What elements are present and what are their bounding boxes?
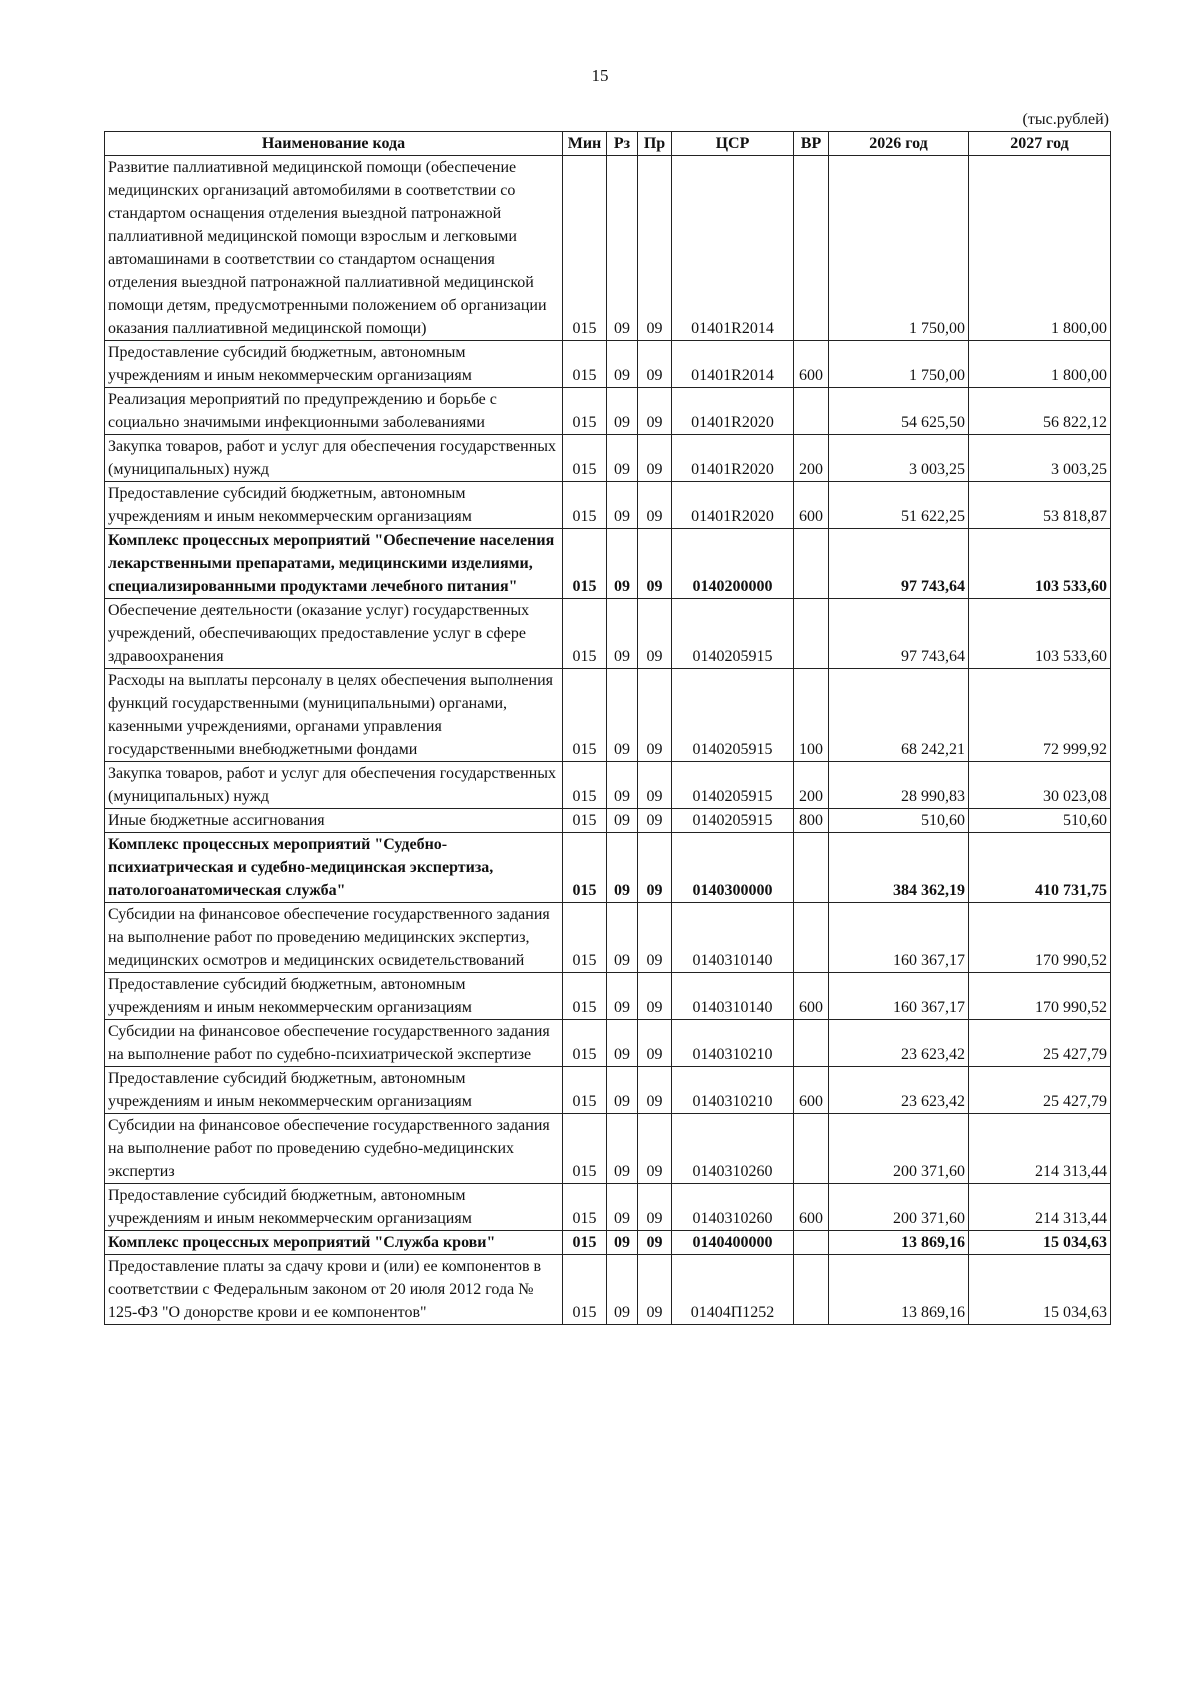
row-pr: 09 [638,973,672,1020]
row-pr: 09 [638,529,672,599]
row-rz: 09 [607,669,638,762]
row-2026: 54 625,50 [829,388,969,435]
row-2027: 170 990,52 [969,973,1111,1020]
row-min: 015 [563,599,607,669]
table-body [105,156,1111,1325]
row-rz: 09 [607,1231,638,1255]
table-row [105,809,1111,833]
row-pr: 09 [638,435,672,482]
row-2026: 1 750,00 [829,341,969,388]
row-2026: 97 743,64 [829,529,969,599]
row-name: Иные бюджетные ассигнования [105,809,563,833]
row-name: Развитие паллиативной медицинской помощи (обеспечение медицинских организаций автомобилями в соответствии со стандартом оснащения отделения выездной патронажной паллиативной медицинской помощи взрослым и легковыми автомашинами в соответствии со стандартом оснащения отделения выездной патронажной паллиативной медицинской помощи детям, предусмотренными положением об организации оказания паллиативной медицинской помощи) [105,156,563,341]
row-rz: 09 [607,341,638,388]
row-name: Предоставление субсидий бюджетным, автономным учреждениям и иным некоммерческим организациям [105,1067,563,1114]
row-2026: 160 367,17 [829,903,969,973]
row-name: Предоставление субсидий бюджетным, автономным учреждениям и иным некоммерческим организациям [105,973,563,1020]
row-rz: 09 [607,1114,638,1184]
table-row [105,1067,1111,1114]
row-min: 015 [563,529,607,599]
row-csr: 01404П1252 [672,1255,794,1325]
header-rz: Рз [607,132,638,156]
row-min: 015 [563,762,607,809]
row-pr: 09 [638,1255,672,1325]
row-name: Предоставление субсидий бюджетным, автономным учреждениям и иным некоммерческим организациям [105,341,563,388]
row-rz: 09 [607,599,638,669]
row-min: 015 [563,809,607,833]
row-name: Расходы на выплаты персоналу в целях обеспечения выполнения функций государственными (муниципальными) органами, казенными учреждениями, органами управления государственными внебюджетными фондами [105,669,563,762]
row-csr: 01401R2014 [672,156,794,341]
row-csr: 0140310140 [672,973,794,1020]
row-name: Субсидии на финансовое обеспечение государственного задания на выполнение работ по проведению судебно-медицинских экспертиз [105,1114,563,1184]
row-min: 015 [563,1184,607,1231]
row-2026: 1 750,00 [829,156,969,341]
row-vr: 800 [794,809,829,833]
row-2027: 510,60 [969,809,1111,833]
row-rz: 09 [607,1255,638,1325]
header-min: Мин [563,132,607,156]
row-2027: 3 003,25 [969,435,1111,482]
row-csr: 0140310210 [672,1067,794,1114]
row-2026: 28 990,83 [829,762,969,809]
row-2027: 103 533,60 [969,599,1111,669]
row-pr: 09 [638,1020,672,1067]
row-2027: 53 818,87 [969,482,1111,529]
table-row [105,341,1111,388]
row-vr: 600 [794,482,829,529]
row-vr: 200 [794,762,829,809]
row-min: 015 [563,388,607,435]
row-name: Закупка товаров, работ и услуг для обеспечения государственных (муниципальных) нужд [105,762,563,809]
row-name: Субсидии на финансовое обеспечение государственного задания на выполнение работ по судебно-психиатрической экспертизе [105,1020,563,1067]
row-vr [794,529,829,599]
row-csr: 0140200000 [672,529,794,599]
row-csr: 0140400000 [672,1231,794,1255]
units-label: (тыс.рублей) [1022,111,1109,128]
row-2027: 30 023,08 [969,762,1111,809]
row-min: 015 [563,669,607,762]
header-name: Наименование кода [105,132,563,156]
row-pr: 09 [638,1231,672,1255]
header-pr: Пр [638,132,672,156]
row-csr: 0140205915 [672,599,794,669]
table-row [105,1255,1111,1325]
row-2026: 13 869,16 [829,1255,969,1325]
row-min: 015 [563,156,607,341]
row-pr: 09 [638,903,672,973]
row-pr: 09 [638,669,672,762]
table-row [105,435,1111,482]
row-pr: 09 [638,388,672,435]
row-2027: 15 034,63 [969,1231,1111,1255]
row-min: 015 [563,1020,607,1067]
row-pr: 09 [638,482,672,529]
table-row [105,1114,1111,1184]
row-min: 015 [563,435,607,482]
row-min: 015 [563,1231,607,1255]
table-row [105,973,1111,1020]
row-csr: 0140205915 [672,809,794,833]
row-csr: 0140310260 [672,1114,794,1184]
row-csr: 0140310210 [672,1020,794,1067]
row-min: 015 [563,903,607,973]
row-2026: 13 869,16 [829,1231,969,1255]
row-vr: 600 [794,341,829,388]
row-vr: 600 [794,1184,829,1231]
row-csr: 01401R2020 [672,482,794,529]
table-row [105,669,1111,762]
budget-table [104,131,1111,1325]
row-2027: 15 034,63 [969,1255,1111,1325]
row-rz: 09 [607,1020,638,1067]
row-2026: 23 623,42 [829,1020,969,1067]
row-vr: 200 [794,435,829,482]
row-rz: 09 [607,1067,638,1114]
table-row [105,156,1111,341]
row-csr: 0140310260 [672,1184,794,1231]
row-min: 015 [563,973,607,1020]
row-name: Предоставление субсидий бюджетным, автономным учреждениям и иным некоммерческим организациям [105,482,563,529]
row-pr: 09 [638,1184,672,1231]
row-min: 015 [563,482,607,529]
row-pr: 09 [638,1114,672,1184]
row-name: Комплекс процессных мероприятий "Обеспечение населения лекарственными препаратами, медицинскими изделиями, специализированными продуктами лечебного питания" [105,529,563,599]
row-pr: 09 [638,599,672,669]
row-pr: 09 [638,809,672,833]
row-vr [794,599,829,669]
row-csr: 01401R2014 [672,341,794,388]
row-name: Обеспечение деятельности (оказание услуг) государственных учреждений, обеспечивающих предоставление услуг в сфере здравоохранения [105,599,563,669]
row-2027: 410 731,75 [969,833,1111,903]
row-2026: 51 622,25 [829,482,969,529]
table-row [105,599,1111,669]
row-2026: 68 242,21 [829,669,969,762]
row-vr [794,388,829,435]
row-vr: 100 [794,669,829,762]
table-row-section [105,1231,1111,1255]
row-2026: 200 371,60 [829,1184,969,1231]
table-row [105,762,1111,809]
table-row [105,1184,1111,1231]
row-rz: 09 [607,156,638,341]
row-vr [794,1020,829,1067]
row-vr [794,1114,829,1184]
row-pr: 09 [638,833,672,903]
row-csr: 0140310140 [672,903,794,973]
row-2027: 103 533,60 [969,529,1111,599]
row-pr: 09 [638,341,672,388]
row-name: Комплекс процессных мероприятий "Судебно-психиатрическая и судебно-медицинская экспертиза, патологоанатомическая служба" [105,833,563,903]
row-2026: 200 371,60 [829,1114,969,1184]
row-min: 015 [563,1255,607,1325]
row-2026: 3 003,25 [829,435,969,482]
page-number: 15 [591,66,609,85]
row-2026: 97 743,64 [829,599,969,669]
row-min: 015 [563,833,607,903]
table-row [105,1020,1111,1067]
row-name: Предоставление субсидий бюджетным, автономным учреждениям и иным некоммерческим организациям [105,1184,563,1231]
row-min: 015 [563,1114,607,1184]
row-2027: 214 313,44 [969,1114,1111,1184]
row-name: Субсидии на финансовое обеспечение государственного задания на выполнение работ по проведению медицинских экспертиз, медицинских осмотров и медицинских освидетельствований [105,903,563,973]
row-2026: 384 362,19 [829,833,969,903]
row-rz: 09 [607,1184,638,1231]
row-vr [794,156,829,341]
row-name: Комплекс процессных мероприятий "Служба крови" [105,1231,563,1255]
row-rz: 09 [607,833,638,903]
row-min: 015 [563,1067,607,1114]
table-row [105,903,1111,973]
row-2027: 1 800,00 [969,341,1111,388]
row-csr: 0140205915 [672,669,794,762]
row-vr [794,1255,829,1325]
row-2026: 510,60 [829,809,969,833]
row-2027: 170 990,52 [969,903,1111,973]
row-rz: 09 [607,809,638,833]
row-name: Закупка товаров, работ и услуг для обеспечения государственных (муниципальных) нужд [105,435,563,482]
row-pr: 09 [638,762,672,809]
row-name: Реализация мероприятий по предупреждению и борьбе с социально значимыми инфекционными заболеваниями [105,388,563,435]
row-2026: 23 623,42 [829,1067,969,1114]
row-name: Предоставление платы за сдачу крови и (или) ее компонентов в соответствии с Федеральным законом от 20 июля 2012 года № 125-ФЗ "О донорстве крови и ее компонентов" [105,1255,563,1325]
row-2027: 72 999,92 [969,669,1111,762]
header-2026: 2026 год [829,132,969,156]
row-2027: 214 313,44 [969,1184,1111,1231]
row-vr [794,903,829,973]
row-vr [794,833,829,903]
row-vr: 600 [794,973,829,1020]
row-2027: 56 822,12 [969,388,1111,435]
row-2026: 160 367,17 [829,973,969,1020]
row-rz: 09 [607,903,638,973]
row-2027: 1 800,00 [969,156,1111,341]
row-rz: 09 [607,482,638,529]
row-rz: 09 [607,435,638,482]
row-rz: 09 [607,388,638,435]
row-pr: 09 [638,1067,672,1114]
row-csr: 01401R2020 [672,388,794,435]
row-pr: 09 [638,156,672,341]
row-2027: 25 427,79 [969,1067,1111,1114]
header-vr: ВР [794,132,829,156]
row-vr: 600 [794,1067,829,1114]
table-row [105,482,1111,529]
row-2027: 25 427,79 [969,1020,1111,1067]
table-row-section [105,529,1111,599]
row-rz: 09 [607,529,638,599]
table-row-section [105,833,1111,903]
header-2027: 2027 год [969,132,1111,156]
row-min: 015 [563,341,607,388]
row-rz: 09 [607,762,638,809]
header-csr: ЦСР [672,132,794,156]
row-csr: 0140205915 [672,762,794,809]
row-csr: 0140300000 [672,833,794,903]
row-rz: 09 [607,973,638,1020]
row-vr [794,1231,829,1255]
table-header-row [105,132,1111,156]
row-csr: 01401R2020 [672,435,794,482]
table-row [105,388,1111,435]
